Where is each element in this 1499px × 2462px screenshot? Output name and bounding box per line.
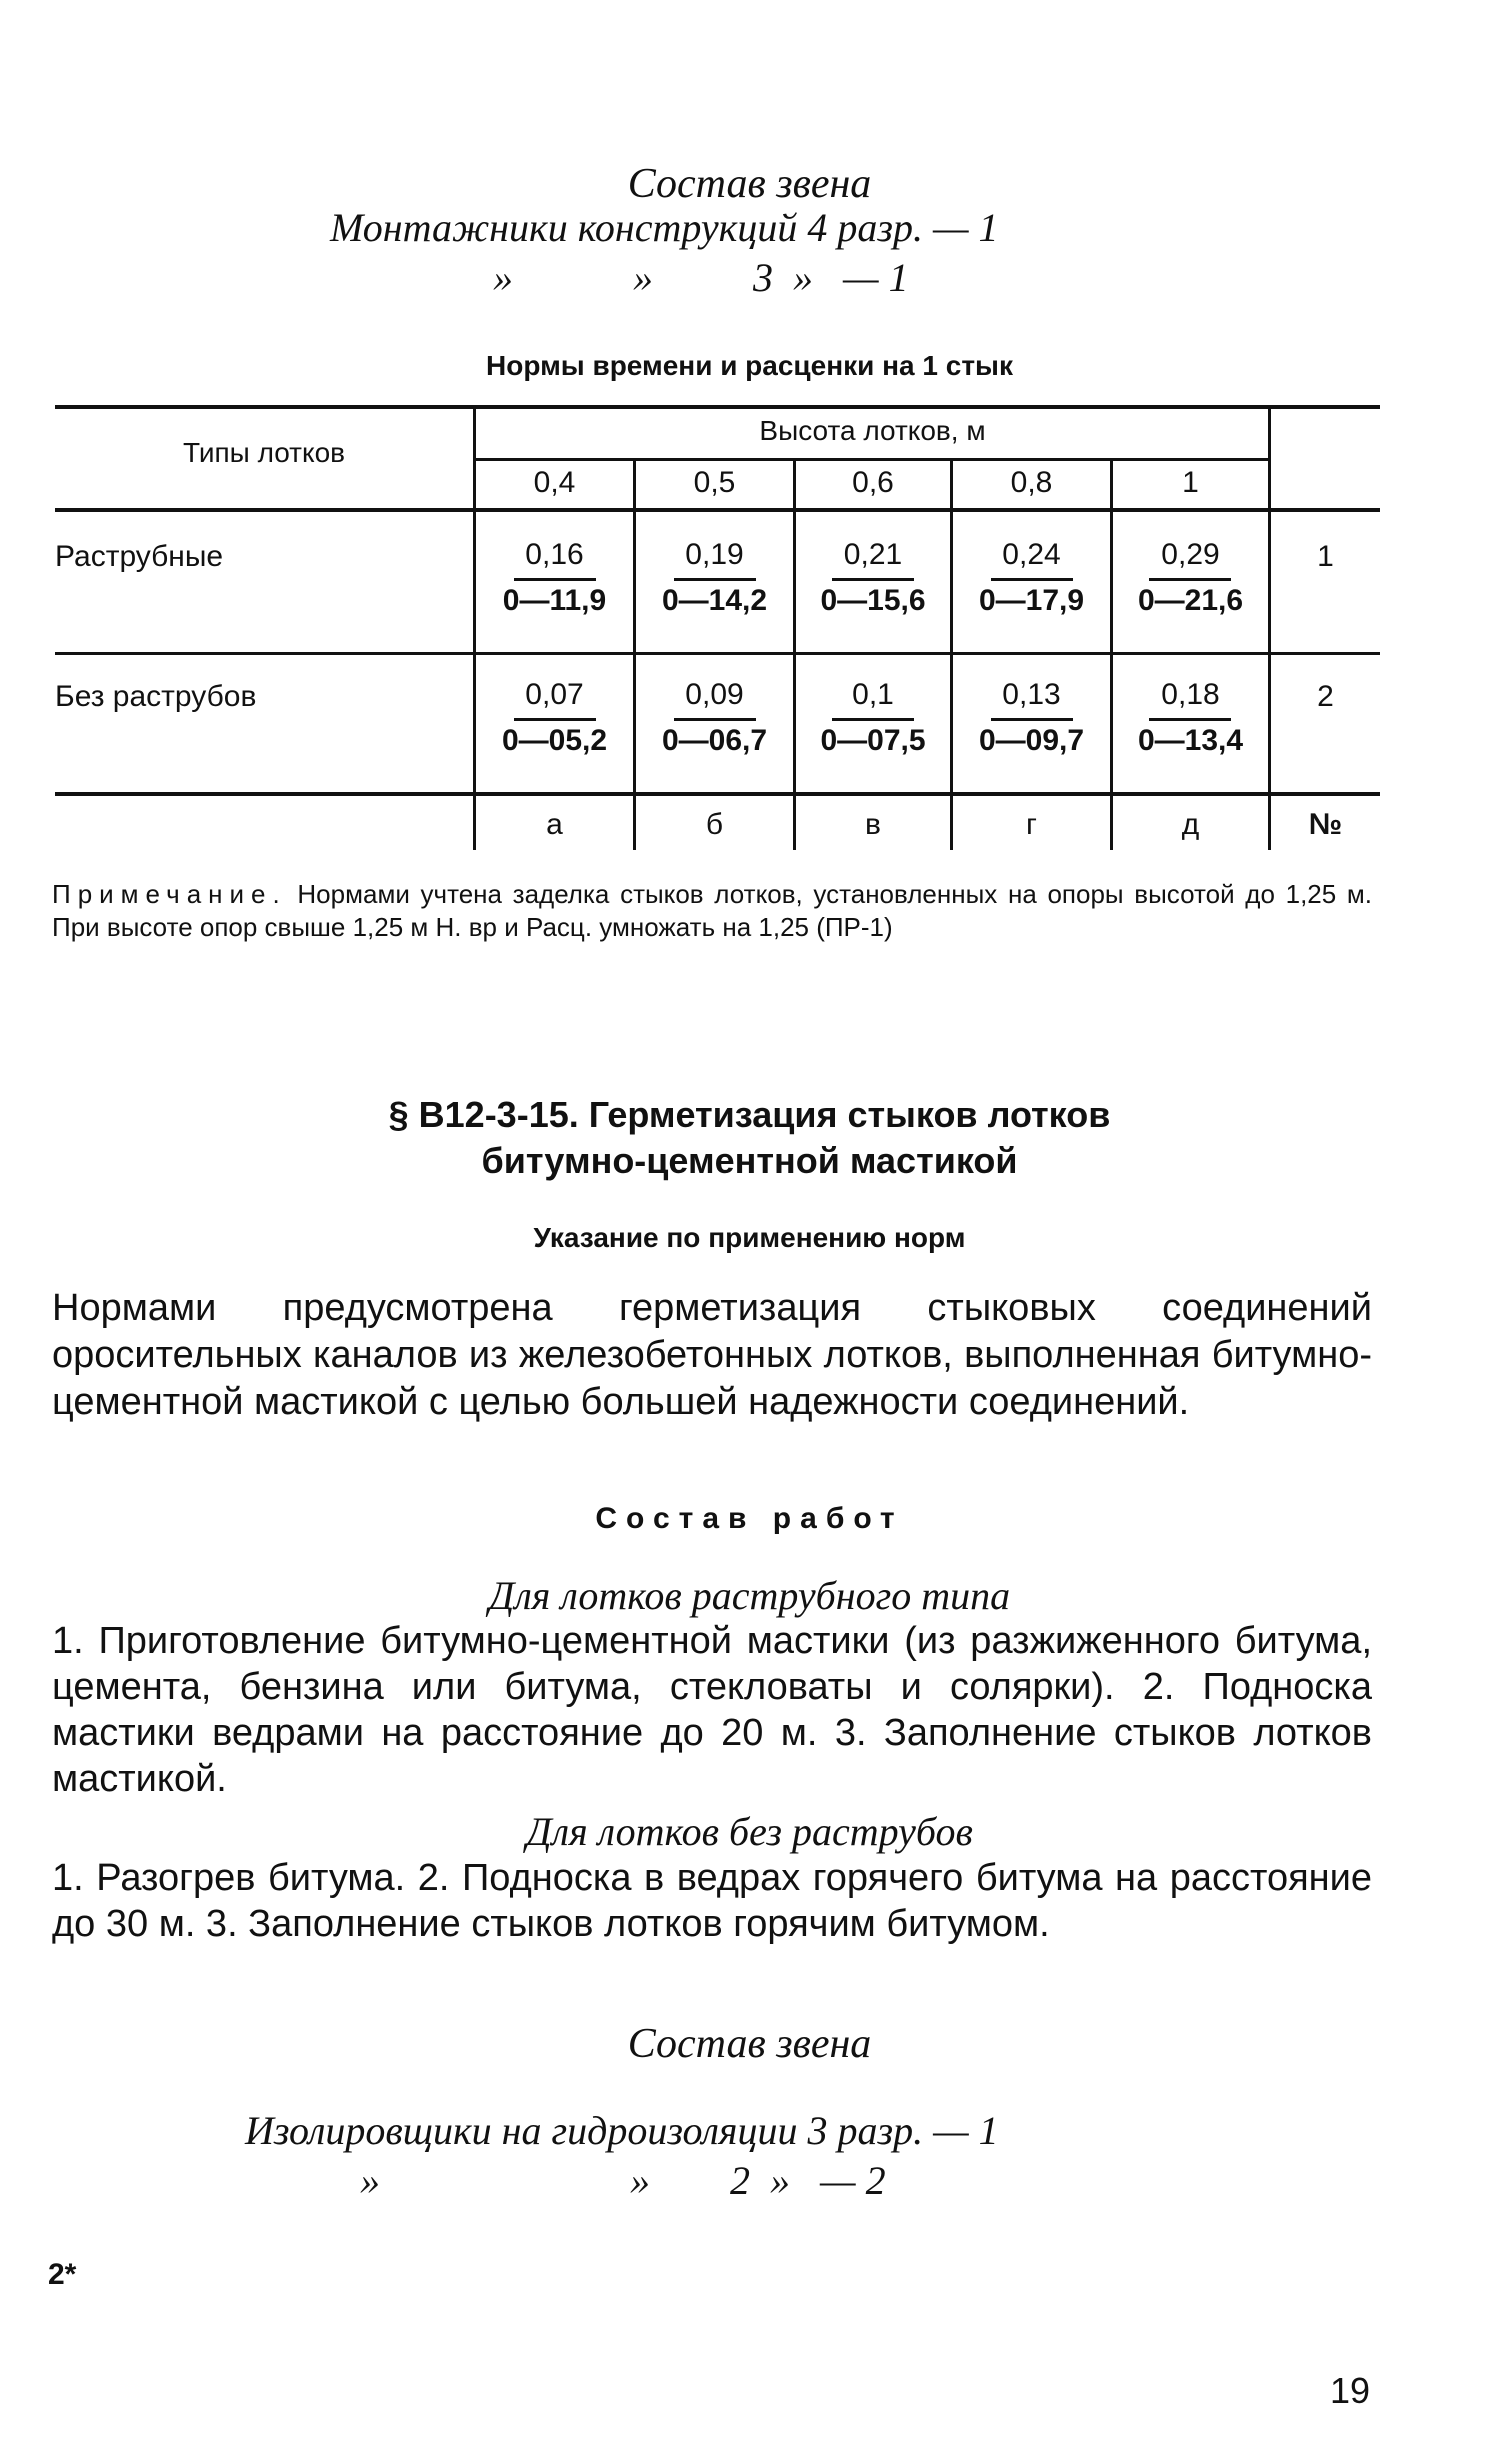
col-letter-b: б — [705, 808, 724, 841]
col-letter-a: а — [546, 808, 563, 841]
section-paragraph: Нормами предусмотрена герметизация стыковых соединений оросительных каналов из железобетонных лотков, выполненная битумно-цементной мастикой с целью большей надежности соединений. — [52, 1287, 1372, 1423]
row-1-number: 1 — [1317, 540, 1334, 573]
col-letter-g: г — [1026, 808, 1037, 841]
signature-mark: 2* — [48, 2258, 77, 2291]
header-height: Высота лотков, м — [759, 415, 986, 446]
col-number-label: № — [1308, 808, 1343, 841]
row-2-cell-d: 0,18 0—13,4 — [1137, 678, 1244, 757]
crew-title-top: Состав звена — [627, 161, 872, 207]
works-subheading-1: Для лотков раструбного типа — [488, 1573, 1011, 1618]
works-text-2: 1. Разогрев битума. 2. Подноска в ведрах горячего битума на расстояние до 30 м. 3. Заполнение стыков лотков горячим битумом. — [52, 1857, 1372, 1945]
table-note — [52, 878, 1372, 944]
page-number: 19 — [1330, 2370, 1371, 2411]
row-2-cell-b: 0,09 0—06,7 — [661, 678, 768, 757]
row-1-cell-d: 0,29 0—21,6 — [1137, 538, 1244, 617]
col-letter-v: в — [865, 808, 881, 841]
works-text-1: 1. Приготовление битумно-цементной мастики (из разжиженного битума, цемента, бензина или битума, стекловаты и солярки). 2. Подноска мастики ведрами на расстояние до 20 м. 3. Заполнение стыков лотков мастикой. — [52, 1620, 1372, 1800]
row-1-cell-v: 0,21 0—15,6 — [820, 538, 926, 617]
note-text: Нормами учтена заделка стыков лотков, установленных на опоры высотой до 1,25 м. При высоте опор свыше 1,25 м Н. вр и Расц. умножать на 1,25 (ПР-1) — [52, 879, 1372, 942]
crew-title-bottom: Состав звена — [627, 2021, 872, 2067]
crew-bottom-line-2: » » 2 » — 2 — [360, 2158, 886, 2203]
row-1-cell-b: 0,19 0—14,2 — [661, 538, 768, 617]
crew-line-1: Монтажники конструкций 4 разр. — 1 — [330, 205, 999, 250]
crew-line-2: » » 3 » — 1 — [493, 255, 909, 300]
row-1-type: Раструбные — [55, 540, 224, 573]
section-title-line-2: битумно-цементной мастикой — [481, 1140, 1018, 1181]
section-title-line-1: § В12-3-15. Герметизация стыков лотков — [388, 1094, 1111, 1135]
table-caption: Нормы времени и расценки на 1 стык — [486, 350, 1013, 381]
section-subtitle: Указание по применению норм — [533, 1222, 966, 1253]
row-2-type: Без раструбов — [55, 680, 257, 713]
header-types: Типы лотков — [182, 437, 346, 468]
col-letter-d: д — [1181, 808, 1200, 841]
crew-bottom-line-1: Изолировщики на гидроизоляции 3 разр. — 1 — [245, 2108, 999, 2153]
height-1: 1 — [1182, 466, 1199, 499]
height-0-4: 0,4 — [533, 466, 576, 499]
row-2-cell-g: 0,13 0—09,7 — [978, 678, 1085, 757]
height-0-8: 0,8 — [1010, 466, 1053, 499]
note-label: Примечание. — [52, 879, 287, 909]
works-heading: Состав работ — [595, 1502, 904, 1535]
row-1-cell-a: 0,16 0—11,9 — [502, 538, 607, 617]
works-subheading-2: Для лотков без раструбов — [526, 1809, 973, 1854]
row-2-number: 2 — [1317, 680, 1334, 713]
row-2-cell-v: 0,1 0—07,5 — [820, 678, 926, 757]
row-2-cell-a: 0,07 0—05,2 — [501, 678, 608, 757]
row-1-cell-g: 0,24 0—17,9 — [978, 538, 1085, 617]
height-0-5: 0,5 — [693, 466, 736, 499]
height-0-6: 0,6 — [852, 466, 894, 499]
